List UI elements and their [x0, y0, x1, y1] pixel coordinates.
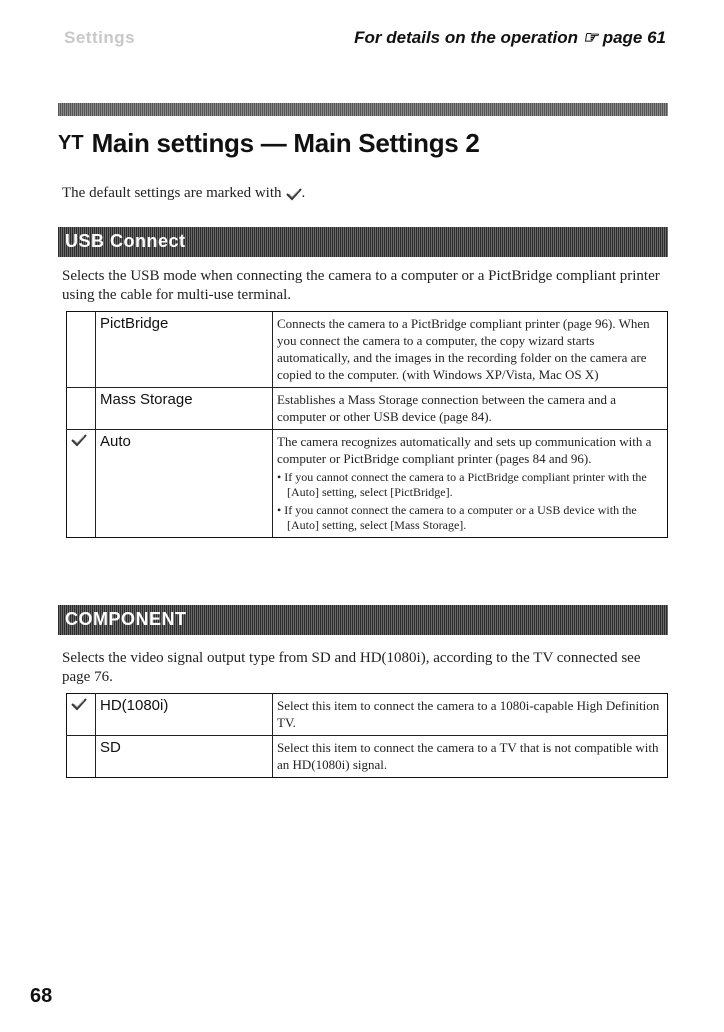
section-heading-text: USB Connect — [65, 231, 186, 251]
running-header-page-reference: For details on the operation ☞ page 61 — [354, 28, 666, 47]
page-title — [58, 123, 480, 163]
option-name: Mass Storage — [96, 388, 273, 430]
option-name: PictBridge — [96, 312, 273, 388]
page-number: 68 — [30, 985, 53, 1007]
default-settings-note: The default settings are marked with . — [62, 185, 306, 201]
option-description-text: The camera recognizes automatically and sets up communication with a computer or PictBridge compliant printer (pages 84 and 96). — [277, 434, 652, 466]
note-bullet: • If you cannot connect the camera to a PictBridge compliant printer with the [Auto] setting, select [PictBridge]. — [277, 470, 647, 499]
default-settings-note-text: The default settings are marked with — [62, 185, 282, 201]
section-heading-text: COMPONENT — [65, 609, 187, 629]
option-name: HD(1080i) — [96, 694, 273, 736]
default-mark-cell — [67, 388, 96, 430]
table-row — [67, 388, 668, 430]
usb-connect-options-table — [66, 311, 668, 538]
option-description: Establishes a Mass Storage connection between the camera and a computer or other USB device (page 84). — [273, 388, 668, 430]
table-row — [67, 430, 668, 538]
default-mark-cell — [67, 736, 96, 778]
option-description — [273, 430, 668, 538]
default-mark-cell — [67, 430, 96, 538]
table-row — [67, 736, 668, 778]
running-header-section: Settings — [64, 28, 136, 47]
table-row — [67, 694, 668, 736]
option-description: Connects the camera to a PictBridge compliant printer (page 96). When you connect the camera to a computer, the copy wizard starts automatically, and the images in the recording folder on the camera are copied to the computer. (with Windows XP/Vista, Mac OS X) — [273, 312, 668, 388]
default-check-icon — [71, 433, 87, 447]
component-options-table — [66, 693, 668, 778]
title-rule — [58, 103, 668, 116]
table-row — [67, 312, 668, 388]
default-check-icon — [286, 187, 302, 201]
option-name: SD — [96, 736, 273, 778]
default-mark-cell — [67, 312, 96, 388]
note-bullet: • If you cannot connect the camera to a computer or a USB device with the [Auto] setting, select [Mass Storage]. — [277, 503, 637, 532]
default-mark-cell — [67, 694, 96, 736]
component-description: Selects the video signal output type from SD and HD(1080i), according to the TV connected see page 76. — [62, 650, 641, 685]
option-name: Auto — [96, 430, 273, 538]
section-heading-component — [58, 605, 668, 635]
default-check-icon — [71, 697, 87, 711]
option-description: Select this item to connect the camera to a TV that is not compatible with an HD(1080i) signal. — [273, 736, 668, 778]
settings-tool-icon: YT — [58, 131, 84, 154]
option-description: Select this item to connect the camera to a 1080i-capable High Definition TV. — [273, 694, 668, 736]
section-heading-usb-connect — [58, 227, 668, 257]
usb-connect-description: Selects the USB mode when connecting the camera to a computer or a PictBridge compliant printer using the cable for multi-use terminal. — [62, 268, 660, 303]
page-title-text: Main settings — Main Settings 2 — [91, 127, 480, 158]
